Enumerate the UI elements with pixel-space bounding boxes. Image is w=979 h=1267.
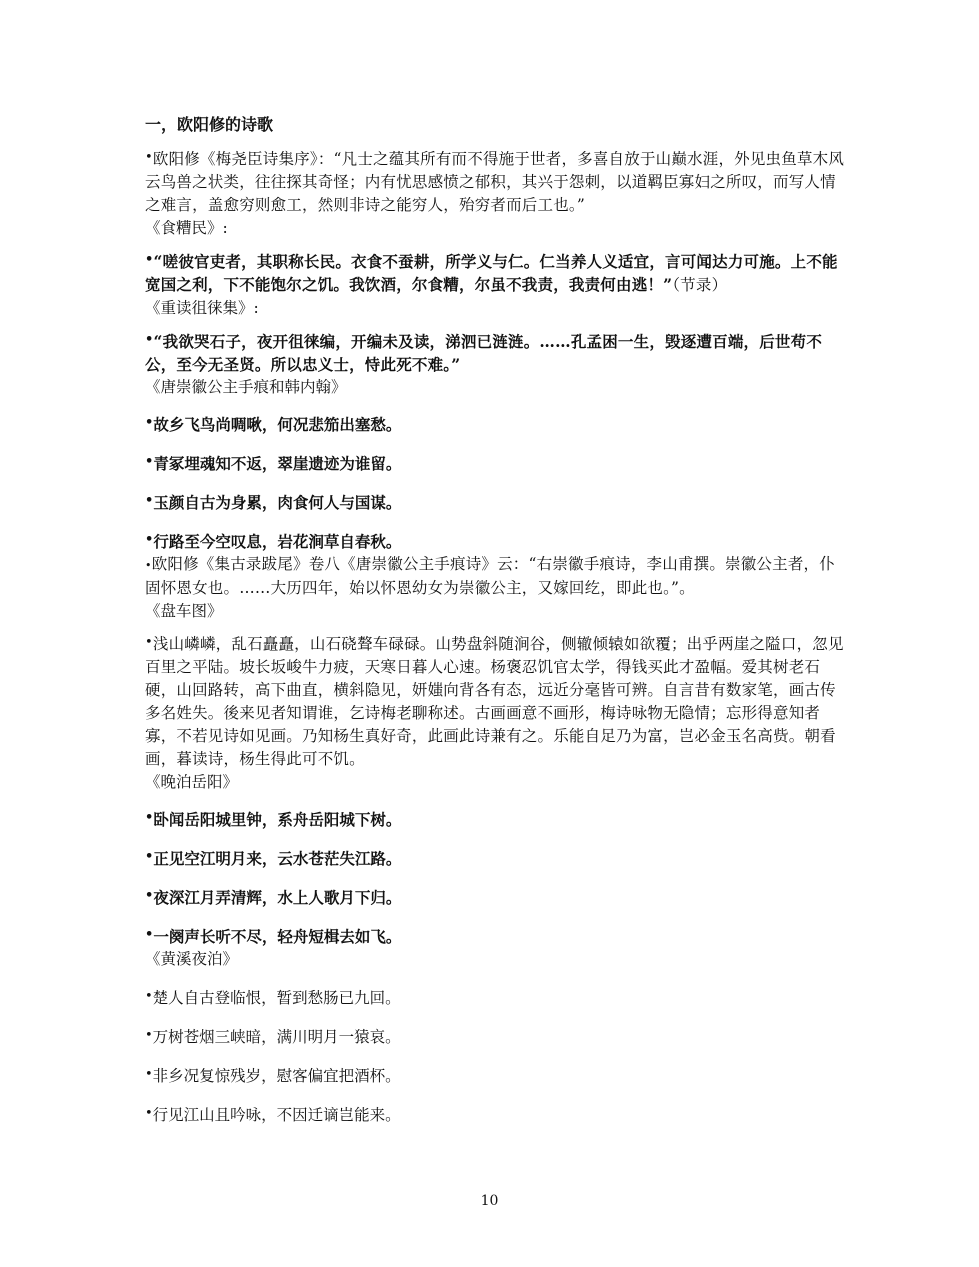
poem-title-culai: 《重读徂徕集》: (145, 299, 259, 317)
paragraph-text: “嗟彼官吏者，其职称长民。衣食不蚕耕，所学义与仁。仁当养人义适宜，言可闻达力可施。上不能宽国之利，下不能饱尔之饥。我饮酒，尔食糟，尔虽不我责，我责何由逃！” (145, 252, 838, 294)
poem-title-huangxi: 《黄溪夜泊》 (145, 950, 239, 968)
poem-line (145, 847, 845, 870)
poem-line-text: 楚人自古登临恨，暂到愁肠已九回。 (152, 989, 401, 1007)
poem-line-text: 夜深江月弄清辉，水上人歌月下归。 (153, 888, 402, 907)
poem-title-shizaomin: 《食糟民》: (145, 219, 228, 237)
bullet-icon: • (145, 150, 153, 165)
poem-line (145, 491, 845, 514)
paragraph-text: 欧阳修《集古录跋尾》卷八《唐崇徽公主手痕诗》云：“右崇徽手痕诗，李山甫撰。崇徽公主者，仆固怀恩女也。……大历四年，始以怀恩幼女为崇徽公主，又嫁回纥，即此也。”。 (145, 555, 835, 597)
paragraph-panchetu (145, 633, 845, 771)
paragraph-shizaomin (145, 250, 845, 297)
paragraph-text: “我欲哭石子，夜开徂徕编，开编未及读，涕泗已涟涟。……孔孟困一生，毁逐遭百端，后世苟不公，至今无圣贤。所以忠义士，恃此死不难。” (145, 332, 823, 374)
poem-title-yueyang: 《晚泊岳阳》 (145, 773, 239, 791)
document-body (145, 112, 845, 1143)
bullet-icon: • (145, 1028, 153, 1043)
bullet-icon: • (145, 810, 154, 825)
paragraph-preface (145, 148, 845, 217)
poem-line-text: 行见江山且吟咏，不因迁谪岂能来。 (152, 1106, 401, 1124)
poem-line-text: 玉颜自古为身累，肉食何人与国谋。 (153, 493, 402, 512)
bullet-icon: • (145, 927, 154, 942)
poem-line-text: 故乡飞鸟尚啁啾，何况悲笳出塞愁。 (153, 415, 402, 434)
bullet-icon: • (145, 532, 154, 547)
poem-line (145, 925, 845, 948)
paragraph-jigulu (145, 553, 845, 600)
poem-line (145, 1026, 845, 1049)
bullet-icon: • (145, 1067, 153, 1082)
poem-line (145, 1104, 845, 1127)
poem-line (145, 530, 845, 553)
bullet-icon: • (145, 415, 154, 430)
bullet-icon: • (145, 559, 152, 572)
poem-title-panchetu: 《盘车图》 (145, 602, 223, 620)
bullet-icon: • (145, 332, 154, 347)
poem-line-text: 卧闻岳阳城里钟，系舟岳阳城下树。 (153, 810, 402, 829)
bullet-icon: • (145, 989, 153, 1004)
poem-line-text: 一阕声长听不尽，轻舟短楫去如飞。 (153, 927, 402, 946)
poem-line (145, 1065, 845, 1088)
paragraph-culai (145, 330, 845, 376)
paragraph-text: 浅山嶙嶙，乱石矗矗，山石硗聱车碌碌。山势盘斜随涧谷，侧辙倾辕如欲覆；出乎两崖之隘口，忽见百里之平陆。坡长坂峻牛力疲，天寒日暮人心速。杨褒忍饥官太学，得钱买此才盈幅。爱其树老石硬，山回路转，高下曲直，横斜隐见，妍媸向背各有态，远近分毫皆可辨。自言昔有数家笔，画古传多名姓失。後来见者知谓谁，乞诗梅老聊称述。古画画意不画形，梅诗咏物无隐情；忘形得意知者寡，不若见诗如见画。乃知杨生真好奇，此画此诗兼有之。乐能自足乃为富，岂必金玉名高赀。朝看画，暮读诗，杨生得此可不饥。 (145, 635, 844, 768)
bullet-icon: • (145, 252, 154, 267)
poem-line-text: 非乡况复惊残岁，慰客偏宜把酒杯。 (152, 1067, 401, 1085)
bullet-icon: • (145, 849, 154, 864)
poem-line (145, 808, 845, 831)
poem-line (145, 987, 845, 1010)
section-heading: 一，欧阳修的诗歌 (145, 115, 274, 134)
bullet-icon: • (145, 454, 154, 469)
poem-title-chonghui: 《唐崇徽公主手痕和韩内翰》 (145, 378, 347, 396)
poem-line (145, 413, 845, 436)
page-number: 10 (480, 1193, 499, 1209)
poem-line-text: 正见空江明月来，云水苍茫失江路。 (153, 849, 402, 868)
paragraph-text: 欧阳修《梅尧臣诗集序》：“凡士之蕴其所有而不得施于世者，多喜自放于山巅水涯，外见虫鱼草木风云鸟兽之状类，往往探其奇怪；内有忧思感愤之郁积，其兴于怨刺，以道羁臣寡妇之所叹，而写人情之难言，盖愈穷则愈工，然则非诗之能穷人，殆穷者而后工也。” (145, 150, 845, 214)
bullet-icon: • (145, 493, 154, 508)
poem-line (145, 452, 845, 475)
poem-line-text: 万树苍烟三峡暗，满川明月一猿哀。 (152, 1028, 401, 1046)
bullet-icon: • (145, 1106, 153, 1121)
note-text: （节录） (672, 276, 728, 294)
poem-line (145, 886, 845, 909)
bullet-icon: • (145, 888, 154, 903)
poem-line-text: 青冢埋魂知不返，翠崖遗迹为谁留。 (153, 454, 402, 473)
poem-line-text: 行路至今空叹息，岩花涧草自春秋。 (153, 532, 402, 551)
bullet-icon: • (145, 635, 153, 650)
